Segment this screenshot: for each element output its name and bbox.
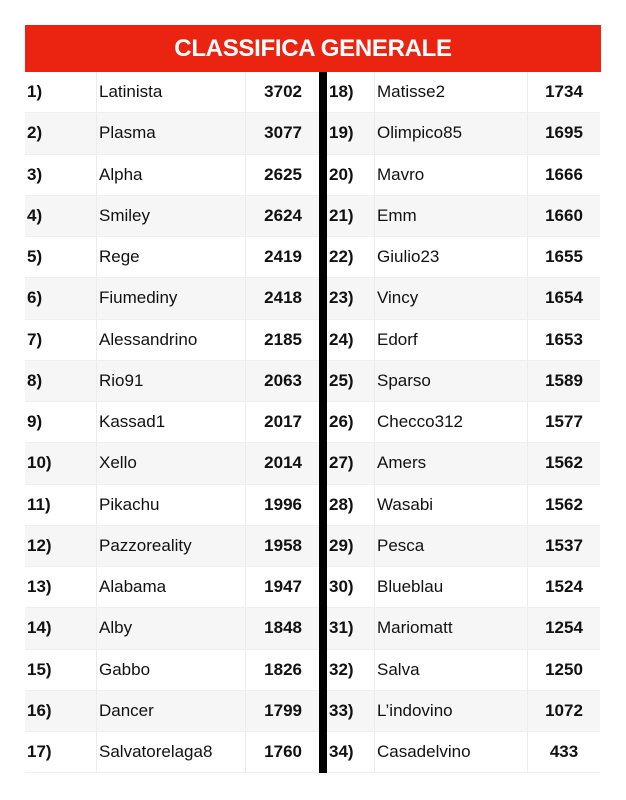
score-cell: 2014 <box>245 443 319 483</box>
player-name-cell: Wasabi <box>374 485 527 525</box>
player-name-cell: Pesca <box>374 526 527 566</box>
score-cell: 1537 <box>527 526 600 566</box>
rank-cell: 29) <box>329 535 354 555</box>
score-cell: 1826 <box>245 650 319 690</box>
table-row <box>25 485 319 526</box>
rank-cell: 11) <box>27 494 51 514</box>
player-name-cell: Edorf <box>374 320 527 360</box>
score-cell: 1589 <box>527 361 600 401</box>
player-name-cell: Fiumediny <box>96 278 245 318</box>
player-name-cell: Rege <box>96 237 245 277</box>
table-row <box>25 732 319 773</box>
table-row <box>25 361 319 402</box>
rank-cell: 14) <box>27 618 52 638</box>
score-cell: 1072 <box>527 691 600 731</box>
player-name-cell: L’indovino <box>374 691 527 731</box>
score-cell: 3702 <box>245 72 319 112</box>
score-cell: 1562 <box>527 443 600 483</box>
player-name-cell: Sparso <box>374 361 527 401</box>
table-row <box>327 361 600 402</box>
table-row <box>327 113 600 154</box>
player-name-cell: Kassad1 <box>96 402 245 442</box>
leaderboard <box>25 25 601 773</box>
score-cell: 2625 <box>245 155 319 195</box>
player-name-cell: Matisse2 <box>374 72 527 112</box>
player-name-cell: Dancer <box>96 691 245 731</box>
score-cell: 1760 <box>245 732 319 772</box>
rank-cell: 23) <box>329 288 354 308</box>
table-row <box>25 113 319 154</box>
score-cell: 2624 <box>245 196 319 236</box>
table-row <box>327 691 600 732</box>
player-name-cell: Pazzoreality <box>96 526 245 566</box>
rank-cell: 10) <box>27 453 52 473</box>
player-name-cell: Giulio23 <box>374 237 527 277</box>
column-divider <box>319 72 327 773</box>
rank-cell: 27) <box>329 453 354 473</box>
player-name-cell: Alabama <box>96 567 245 607</box>
score-cell: 2419 <box>245 237 319 277</box>
rank-cell: 16) <box>27 700 52 720</box>
rank-cell: 28) <box>329 494 354 514</box>
rank-cell: 2) <box>27 123 43 143</box>
table-row <box>327 196 600 237</box>
score-cell: 1958 <box>245 526 319 566</box>
score-cell: 1695 <box>527 113 600 153</box>
rank-cell: 9) <box>27 412 43 432</box>
player-name-cell: Alpha <box>96 155 245 195</box>
table-row <box>327 608 600 649</box>
rank-cell: 1) <box>27 82 43 102</box>
score-cell: 1655 <box>527 237 600 277</box>
score-cell: 3077 <box>245 113 319 153</box>
score-cell: 433 <box>527 732 600 772</box>
table-row <box>25 526 319 567</box>
player-name-cell: Vincy <box>374 278 527 318</box>
table-row <box>25 320 319 361</box>
player-name-cell: Latinista <box>96 72 245 112</box>
table-row <box>25 691 319 732</box>
rank-cell: 34) <box>329 742 354 762</box>
table-row <box>25 155 319 196</box>
score-cell: 1734 <box>527 72 600 112</box>
rank-cell: 13) <box>27 577 52 597</box>
score-cell: 1660 <box>527 196 600 236</box>
rank-cell: 19) <box>329 123 354 143</box>
rank-cell: 25) <box>329 370 354 390</box>
score-cell: 1577 <box>527 402 600 442</box>
player-name-cell: Mavro <box>374 155 527 195</box>
score-cell: 1254 <box>527 608 600 648</box>
player-name-cell: Gabbo <box>96 650 245 690</box>
table-row <box>25 650 319 691</box>
player-name-cell: Amers <box>374 443 527 483</box>
left-column <box>25 72 319 773</box>
rank-cell: 21) <box>329 205 354 225</box>
score-cell: 1653 <box>527 320 600 360</box>
player-name-cell: Alessandrino <box>96 320 245 360</box>
player-name-cell: Olimpico85 <box>374 113 527 153</box>
player-name-cell: Salva <box>374 650 527 690</box>
player-name-cell: Salvatorelaga8 <box>96 732 245 772</box>
score-cell: 1947 <box>245 567 319 607</box>
table-row <box>25 567 319 608</box>
table-row <box>327 155 600 196</box>
rank-cell: 7) <box>27 329 43 349</box>
player-name-cell: Blueblau <box>374 567 527 607</box>
leaderboard-columns <box>25 72 601 773</box>
player-name-cell: Smiley <box>96 196 245 236</box>
rank-cell: 31) <box>329 618 354 638</box>
player-name-cell: Pikachu <box>96 485 245 525</box>
player-name-cell: Alby <box>96 608 245 648</box>
table-row <box>25 443 319 484</box>
rank-cell: 17) <box>27 742 52 762</box>
player-name-cell: Emm <box>374 196 527 236</box>
table-row <box>25 278 319 319</box>
score-cell: 1654 <box>527 278 600 318</box>
table-row <box>327 72 600 113</box>
rank-cell: 33) <box>329 700 354 720</box>
table-row <box>327 237 600 278</box>
score-cell: 1666 <box>527 155 600 195</box>
rank-cell: 18) <box>329 82 354 102</box>
table-row <box>25 402 319 443</box>
score-cell: 1848 <box>245 608 319 648</box>
score-cell: 1524 <box>527 567 600 607</box>
table-row <box>327 732 600 773</box>
rank-cell: 3) <box>27 164 43 184</box>
table-row <box>25 237 319 278</box>
player-name-cell: Xello <box>96 443 245 483</box>
table-row <box>327 402 600 443</box>
table-row <box>327 278 600 319</box>
table-row <box>327 443 600 484</box>
rank-cell: 5) <box>27 247 43 267</box>
player-name-cell: Casadelvino <box>374 732 527 772</box>
rank-cell: 30) <box>329 577 354 597</box>
table-row <box>25 608 319 649</box>
score-cell: 1250 <box>527 650 600 690</box>
table-row <box>25 72 319 113</box>
score-cell: 1562 <box>527 485 600 525</box>
rank-cell: 6) <box>27 288 43 308</box>
score-cell: 2185 <box>245 320 319 360</box>
table-row <box>327 567 600 608</box>
rank-cell: 32) <box>329 659 354 679</box>
rank-cell: 8) <box>27 370 43 390</box>
score-cell: 2418 <box>245 278 319 318</box>
rank-cell: 20) <box>329 164 354 184</box>
rank-cell: 12) <box>27 535 52 555</box>
score-cell: 2017 <box>245 402 319 442</box>
rank-cell: 15) <box>27 659 52 679</box>
player-name-cell: Mariomatt <box>374 608 527 648</box>
table-row <box>327 650 600 691</box>
rank-cell: 4) <box>27 205 43 225</box>
rank-cell: 22) <box>329 247 354 267</box>
table-row <box>327 320 600 361</box>
score-cell: 1799 <box>245 691 319 731</box>
score-cell: 2063 <box>245 361 319 401</box>
rank-cell: 26) <box>329 412 354 432</box>
table-row <box>25 196 319 237</box>
rank-cell: 24) <box>329 329 354 349</box>
player-name-cell: Rio91 <box>96 361 245 401</box>
table-row <box>327 526 600 567</box>
leaderboard-title: CLASSIFICA GENERALE <box>25 25 601 72</box>
table-row <box>327 485 600 526</box>
player-name-cell: Checco312 <box>374 402 527 442</box>
player-name-cell: Plasma <box>96 113 245 153</box>
score-cell: 1996 <box>245 485 319 525</box>
right-column <box>327 72 600 773</box>
